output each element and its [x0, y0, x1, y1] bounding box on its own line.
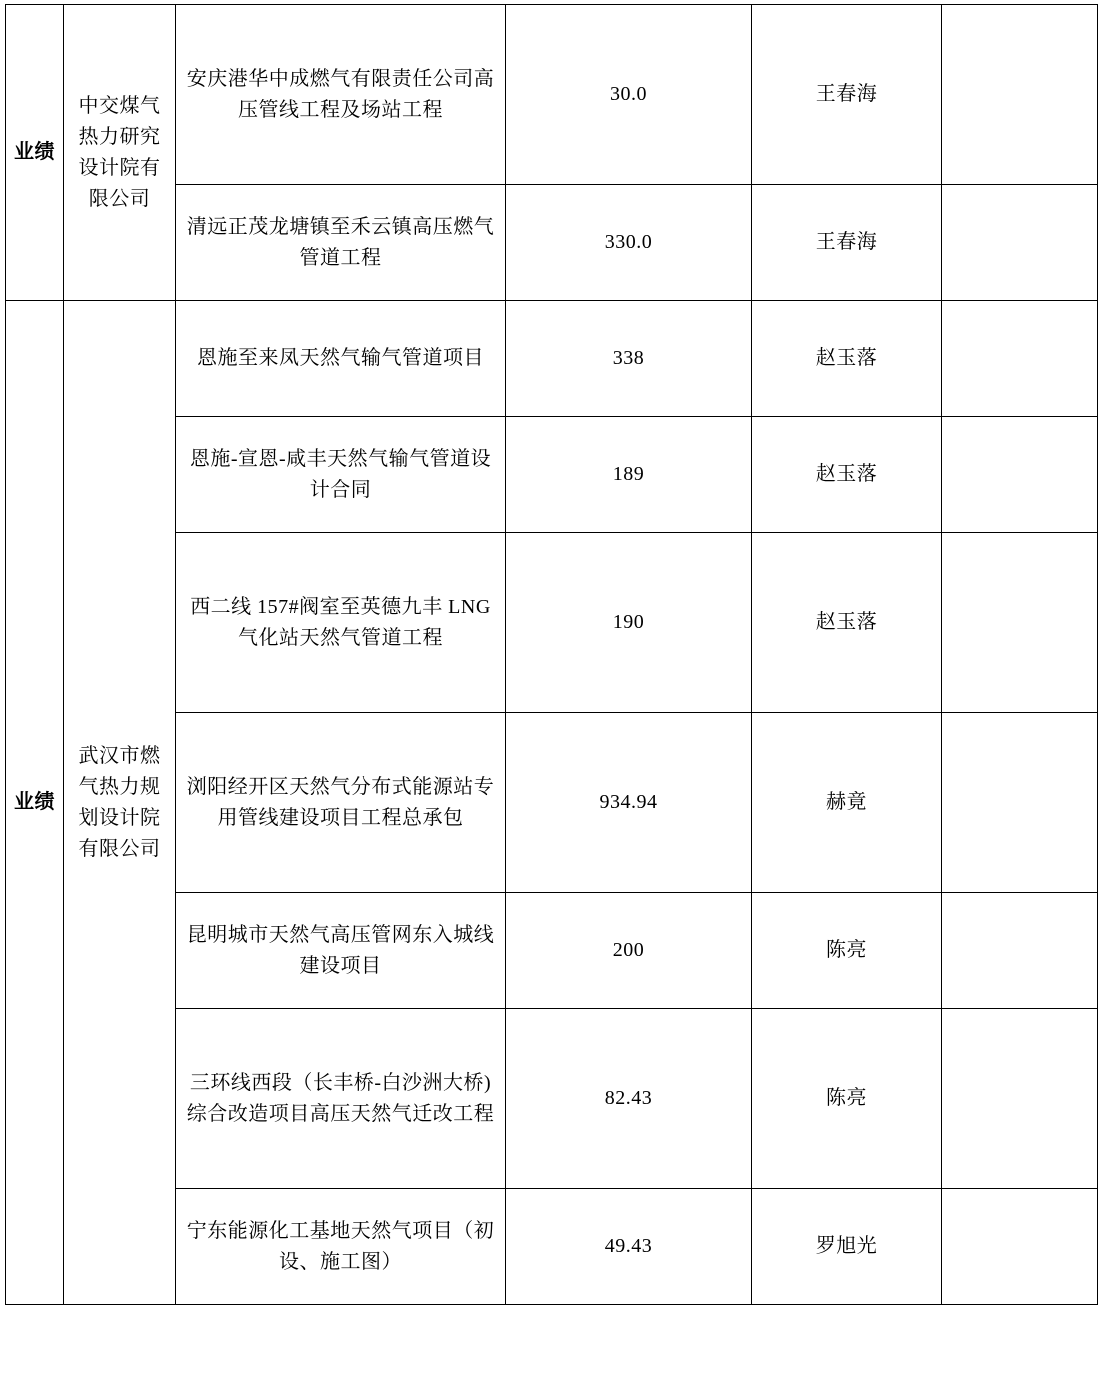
project-name: 三环线西段（长丰桥-白沙洲大桥)综合改造项目高压天然气迁改工程	[176, 1009, 506, 1189]
project-extra	[942, 533, 1098, 713]
company-name: 中交煤气热力研究设计院有限公司	[64, 5, 176, 301]
project-amount: 338	[506, 301, 752, 417]
project-extra	[942, 5, 1098, 185]
project-name: 西二线 157#阀室至英德九丰 LNG 气化站天然气管道工程	[176, 533, 506, 713]
project-person: 王春海	[752, 185, 942, 301]
project-extra	[942, 417, 1098, 533]
project-name: 清远正茂龙塘镇至禾云镇高压燃气管道工程	[176, 185, 506, 301]
project-person: 王春海	[752, 5, 942, 185]
project-amount: 49.43	[506, 1189, 752, 1305]
project-person: 赵玉落	[752, 417, 942, 533]
table-row	[6, 5, 1098, 185]
project-extra	[942, 893, 1098, 1009]
project-name: 浏阳经开区天然气分布式能源站专用管线建设项目工程总承包	[176, 713, 506, 893]
project-person: 陈亮	[752, 1009, 942, 1189]
project-person: 赵玉落	[752, 301, 942, 417]
project-person: 罗旭光	[752, 1189, 942, 1305]
project-amount: 190	[506, 533, 752, 713]
project-person: 赵玉落	[752, 533, 942, 713]
company-name: 武汉市燃气热力规划设计院有限公司	[64, 301, 176, 1305]
project-extra	[942, 301, 1098, 417]
project-extra	[942, 1189, 1098, 1305]
group-label: 业绩	[6, 301, 64, 1305]
table-row	[6, 301, 1098, 417]
performance-table	[5, 4, 1098, 1305]
project-amount: 200	[506, 893, 752, 1009]
project-amount: 189	[506, 417, 752, 533]
project-amount: 82.43	[506, 1009, 752, 1189]
project-person: 赫竟	[752, 713, 942, 893]
project-amount: 934.94	[506, 713, 752, 893]
project-name: 恩施至来凤天然气输气管道项目	[176, 301, 506, 417]
project-name: 安庆港华中成燃气有限责任公司高压管线工程及场站工程	[176, 5, 506, 185]
project-extra	[942, 185, 1098, 301]
project-name: 恩施-宣恩-咸丰天然气输气管道设计合同	[176, 417, 506, 533]
project-amount: 30.0	[506, 5, 752, 185]
project-amount: 330.0	[506, 185, 752, 301]
project-extra	[942, 713, 1098, 893]
project-extra	[942, 1009, 1098, 1189]
project-name: 宁东能源化工基地天然气项目（初设、施工图）	[176, 1189, 506, 1305]
project-name: 昆明城市天然气高压管网东入城线建设项目	[176, 893, 506, 1009]
group-label: 业绩	[6, 5, 64, 301]
project-person: 陈亮	[752, 893, 942, 1009]
